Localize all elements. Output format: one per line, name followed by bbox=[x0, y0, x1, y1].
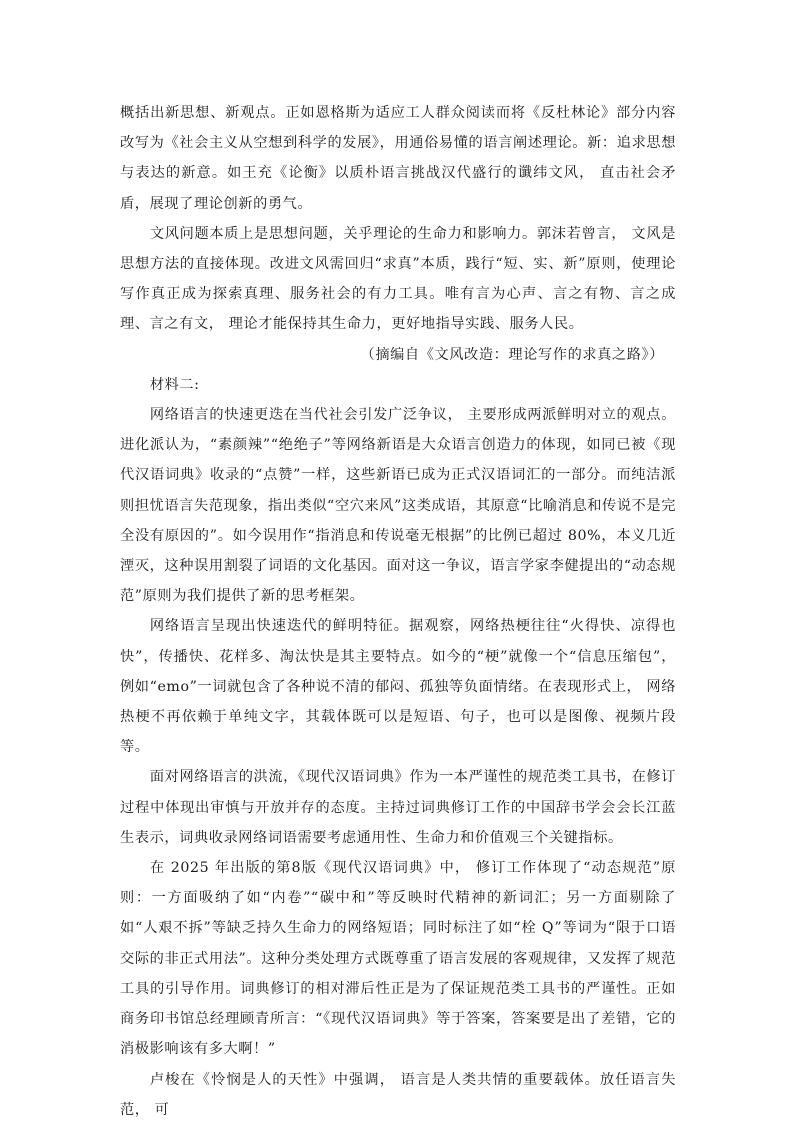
paragraph-wenfeng: 文风问题本质上是思想问题，关乎理论的生命力和影响力。郭沫若曾言， 文风是思想方法的直接体现。改进文风需回归“求真”本质，践行“短、实、新”原则，使理论写作真正成为探索真理、服务社会的有力工具。唯有言为心声、言之有物、言之成理、言之有文， 理论才能保持其生命力，更好地指导实践、服务人民。 bbox=[120, 225, 676, 333]
paragraph-continuation: 概括出新思想、新观点。正如恩格斯为适应工人群众阅读而将《反杜林论》部分内容改写为《社会主义从空想到科学的发展》，用通俗易懂的语言阐述理论。新：追求思想与表达的新意。如王充《论衡》以质朴语言挑战汉代盛行的谶纬文风， 直击社会矛盾，展现了理论创新的勇气。 bbox=[120, 105, 676, 212]
document-body bbox=[120, 98, 676, 1125]
paragraph-dictionary-revision: 在 2025 年出版的第8版《现代汉语词典》中， 修订工作体现了“动态规范”原则：一方面吸纳了如“内卷”“碳中和”等反映时代精神的新词汇；另一方面剔除了如“人艰不拆”等缺乏持久生命力的网络短语；同时标注了如“栓 Q”等词为“限于口语交际的非正式用法”。这种分类处理方式既尊重了语言发展的客观规律，又发挥了规范工具的引导作用。词典修订的相对滞后性正是为了保证规范类工具书的严谨性。正如商务印书馆总经理顾青所言：“《现代汉语词典》等于答案，答案要是出了差错，它的消极影响该有多大啊！” bbox=[120, 860, 676, 1058]
paragraph-network-memes: 网络语言呈现出快速迭代的鲜明特征。据观察，网络热梗往往“火得快、凉得也快”，传播快、花样多、淘汰快是其主要特点。如今的“梗”就像一个“信息压缩包”，例如“emo”一词就包含了各种说不清的郁闷、孤独等负面情绪。在表现形式上， 网络热梗不再依赖于单纯文字，其载体既可以是短语、句子，也可以是图像、视频片段等。 bbox=[120, 618, 676, 756]
paragraph-dictionary-attitude: 面对网络语言的洪流，《现代汉语词典》作为一本严谨性的规范类工具书，在修订过程中体现出审慎与开放并存的态度。主持过词典修订工作的中国辞书学会会长江蓝生表示，词典收录网络词语需要考虑通用性、生命力和价值观三个关键指标。 bbox=[120, 769, 676, 846]
paragraph-rousseau: 卢梭在《怜悯是人的天性》中强调， 语言是人类共情的重要载体。放任语言失范， 可 bbox=[120, 1071, 676, 1118]
source-citation: （摘编自《文风改造：理论写作的求真之路》） bbox=[360, 346, 664, 363]
section-heading-material-two: 材料二: bbox=[149, 376, 200, 393]
paragraph-network-language-debate: 网络语言的快速更迭在当代社会引发广泛争议， 主要形成两派鲜明对立的观点。进化派认为，“素颜辣”“绝绝子”等网络新语是大众语言创造力的体现，如同已被《现代汉语词典》收录的“点赞”一样，这些新语已成为正式汉语词汇的一部分。而纯洁派则担忧语言失范现象，指出类似“空穴来风”这类成语，其原意“比喻消息和传说不是完全没有原因的”。如今误用作“指消息和传说毫无根据”的比例已超过 80%，本义几近湮灭，这种误用割裂了词语的文化基因。面对这一争议，语言学家李健提出的“动态规范”原则为我们提供了新的思考框架。 bbox=[120, 407, 676, 605]
